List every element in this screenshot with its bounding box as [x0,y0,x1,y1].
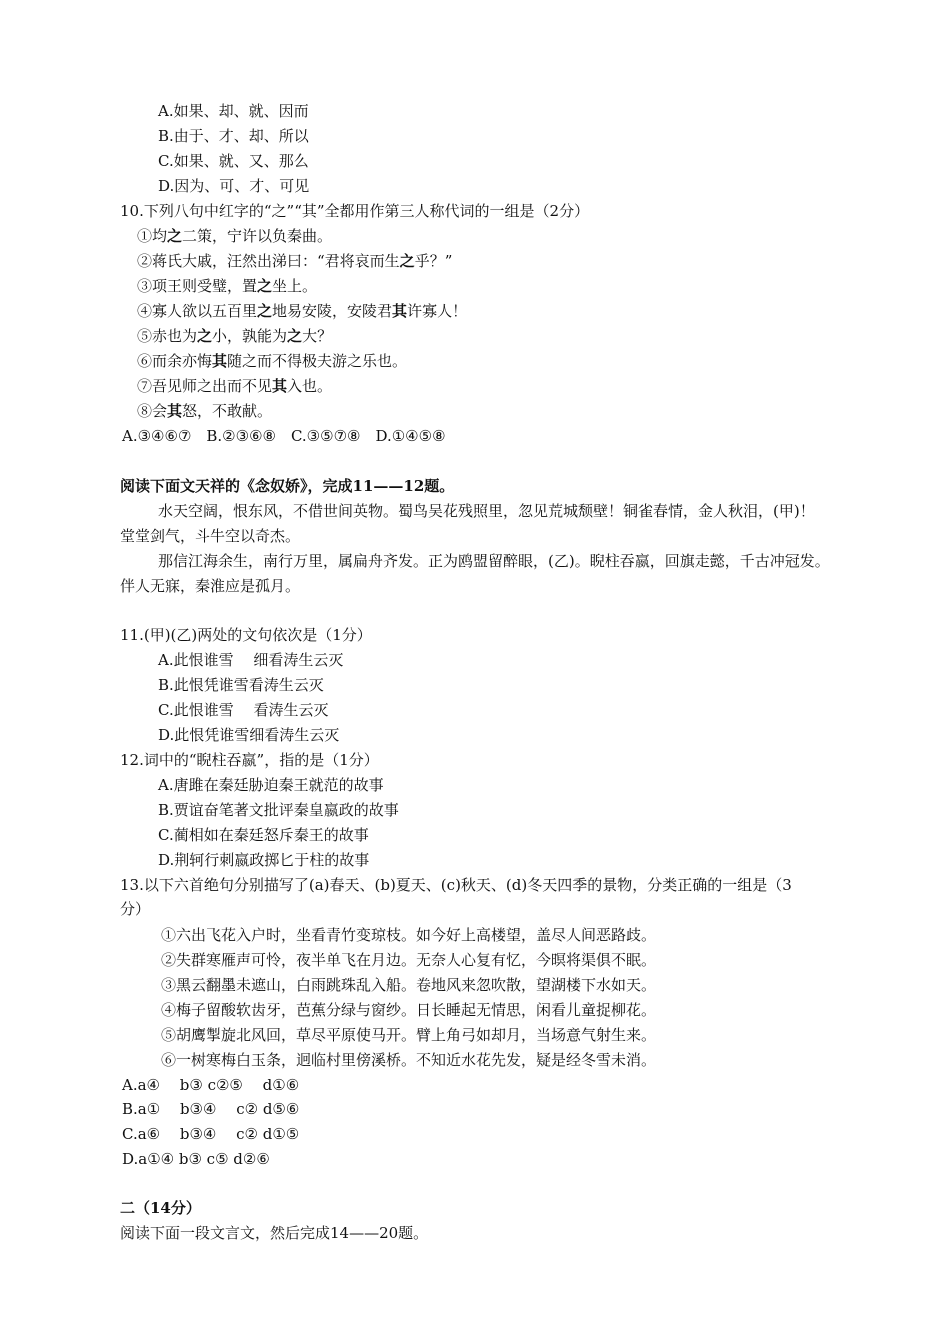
q13-stem-line-2: 分） [120,900,151,918]
highlight-char: 其 [212,352,228,370]
q13-option-b: B.a① b③④ c② d⑤⑥ [122,1100,300,1118]
q10-answers: A.③④⑥⑦ B.②③⑥⑧ C.③⑤⑦⑧ D.①④⑤⑧ [122,427,446,445]
highlight-char: 其 [392,302,408,320]
highlight-char: 之 [167,227,183,245]
highlight-char: 其 [167,402,183,420]
q13-poem-3: ③黑云翻墨未遮山，白雨跳珠乱入船。卷地风来忽吹散，望湖楼下水如天。 [161,976,657,994]
q13-poem-1: ①六出飞花入户时，坐看青竹变琼枝。如今好上高楼望，盖尽人间恶路歧。 [161,926,657,944]
q10-stem: 10.下列八句中红字的“之”“其”全都用作第三人称代词的一组是（2分） [120,202,590,220]
q10-item-4: ④寡人欲以五百里之地易安陵，安陵君其许寡人！ [137,302,468,320]
poem-paragraph-1-line-2: 堂堂剑气，斗牛空以奇杰。 [120,527,301,545]
q13-stem-line-1: 13.以下六首绝句分别描写了(a)春天、(b)夏天、(c)秋天、(d)冬天四季的景物，分类正确的一组是（3 [120,876,792,894]
poem-paragraph-1-line-1: 水天空阔，恨东风，不借世间英物。蜀鸟吴花残照里，忽见荒城颓壁！铜雀春情，金人秋泪，(甲)！ [158,502,815,520]
section-2-intro: 阅读下面一段文言文，然后完成14——20题。 [120,1224,429,1242]
q9-option-b: B.由于、才、却、所以 [158,127,309,145]
q11-option-a: A.此恨谁雪 细看涛生云灭 [158,651,344,669]
q10-item-7: ⑦吾见师之出而不见其入也。 [137,377,333,395]
q13-option-c: C.a⑥ b③④ c② d①⑤ [122,1125,300,1143]
q10-item-1: ①均之二策，宁许以负秦曲。 [137,227,333,245]
poem-paragraph-2-line-1: 那信江海余生，南行万里，属扁舟齐发。正为鸥盟留醉眼，(乙)。睨柱吞嬴，回旗走懿，千古冲冠发。 [158,552,830,570]
q10-item-6: ⑥而余亦悔其随之而不得极夫游之乐也。 [137,352,408,370]
q11-stem: 11.(甲)(乙)两处的文句依次是（1分） [120,626,372,644]
q12-option-d: D.荆轲行刺嬴政掷匕于柱的故事 [158,851,370,869]
q11-option-c: C.此恨谁雪 看涛生云灭 [158,701,329,719]
q10-item-8: ⑧会其怒，不敢献。 [137,402,273,420]
q12-option-b: B.贾谊奋笔著文批评秦皇嬴政的故事 [158,801,399,819]
highlight-char: 之 [257,302,273,320]
highlight-char: 之 [257,277,273,295]
poem-paragraph-2-line-2: 伴人无寐，秦淮应是孤月。 [120,577,301,595]
q9-option-c: C.如果、就、又、那么 [158,152,309,170]
highlight-char: 之 [287,327,303,345]
highlight-char: 之 [197,327,213,345]
q12-option-a: A.唐雎在秦廷胁迫秦王就范的故事 [158,776,384,794]
q11-option-d: D.此恨凭谁雪细看涛生云灭 [158,726,340,744]
q13-poem-2: ②失群寒雁声可怜，夜半单飞在月边。无奈人心复有忆，今暝将渠俱不眠。 [161,951,657,969]
q13-poem-5: ⑤胡鹰掣旋北风回，草尽平原使马开。臂上角弓如却月，当场意气射生来。 [161,1026,657,1044]
highlight-char: 其 [272,377,288,395]
section-2-heading: 二（14分） [120,1199,201,1217]
highlight-char: 之 [399,252,415,270]
q10-item-3: ③项王则受璧，置之坐上。 [137,277,318,295]
q13-poem-6: ⑥一树寒梅白玉条，迥临村里傍溪桥。不知近水花先发，疑是经冬雪未消。 [161,1051,657,1069]
q13-option-a: A.a④ b③ c②⑤ d①⑥ [122,1076,300,1094]
q13-option-d: D.a①④ b③ c⑤ d②⑥ [122,1150,270,1168]
q9-option-d: D.因为、可、才、可见 [158,177,310,195]
q13-poem-4: ④梅子留酸软齿牙，芭蕉分绿与窗纱。日长睡起无情思，闲看儿童捉柳花。 [161,1001,657,1019]
q10-item-5: ⑤赤也为之小，孰能为之大？ [137,327,333,345]
q10-item-2: ②蒋氏大戚，汪然出涕曰：“君将哀而生之乎？” [137,252,453,270]
q12-stem: 12.词中的“睨柱吞嬴”，指的是（1分） [120,751,379,769]
q12-option-c: C.蔺相如在秦廷怒斥秦王的故事 [158,826,369,844]
reading-heading: 阅读下面文天祥的《念奴娇》，完成11——12题。 [120,477,455,495]
q9-option-a: A.如果、却、就、因而 [158,102,309,120]
q11-option-b: B.此恨凭谁雪看涛生云灭 [158,676,324,694]
